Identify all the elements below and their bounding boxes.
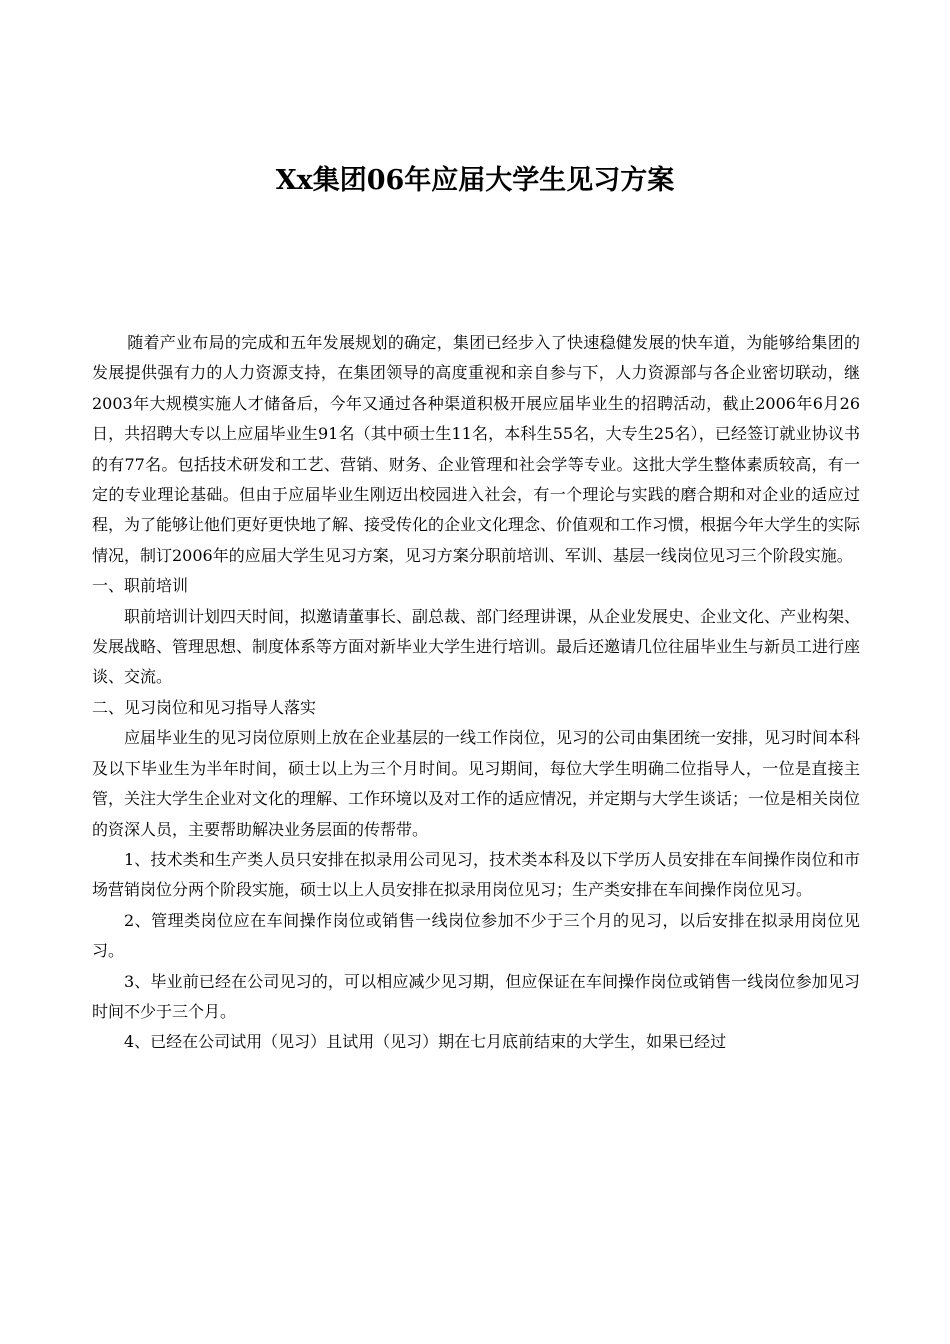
document-body [92,328,860,1058]
section-1-paragraph: 职前培训计划四天时间，拟邀请董事长、副总裁、部门经理讲课，从企业发展史、企业文化、产业构架、发展战略、管理思想、制度体系等方面对新毕业大学生进行培训。最后还邀请几位往届毕业生与新员工进行座谈、交流。 [92,606,861,687]
list-item-4: 4、已经在公司试用（见习）且试用（见习）期在七月底前结束的大学生，如果已经过 [124,1032,727,1052]
list-item-3: 3、毕业前已经在公司见习的，可以相应减少见习期，但应保证在车间操作岗位或销售一线岗位参加见习时间不少于三个月。 [92,971,860,1021]
section-2-paragraph: 应届毕业生的见习岗位原则上放在企业基层的一线工作岗位，见习的公司由集团统一安排，见习时间本科及以下毕业生为半年时间，硕士以上为三个月时间。见习期间，每位大学生明确二位指导人，一位是直接主管，关注大学生企业对文化的理解、工作环境以及对工作的适应情况，并定期与大学生谈话；一位是相关岗位的资深人员，主要帮助解决业务层面的传帮带。 [92,728,861,839]
document-title: Xx集团06年应届大学生见习方案 [275,165,675,196]
section-heading-2: 二、见习岗位和见习指导人落实 [92,697,317,717]
section-heading-1: 一、职前培训 [92,576,189,596]
intro-paragraph: 随着产业布局的完成和五年发展规划的确定，集团已经步入了快速稳健发展的快车道，为能够给集团的发展提供强有力的人力资源支持，在集团领导的高度重视和亲自参与下，人力资源部与各企业密切联动，继2003年大规模实施人才储备后，今年又通过各种渠道积极开展应届毕业生的招聘活动，截止2006年6月26日，共招聘大专以上应届毕业生91名（其中硕士生11名，本科生55名，大专生25名），已经签订就业协议书的有77名。包括技术研发和工艺、营销、财务、企业管理和社会学等专业。这批大学生整体素质较高，有一定的专业理论基础。但由于应届毕业生刚迈出校园进入社会，有一个理论与实践的磨合期和对企业的适应过程，为了能够让他们更好更快地了解、接受传化的企业文化理念、价值观和工作习惯，根据今年大学生的实际情况，制订2006年的应届大学生见习方案，见习方案分职前培训、军训、基层一线岗位见习三个阶段实施。 [92,333,861,565]
list-item-1: 1、技术类和生产类人员只安排在拟录用公司见习，技术类本科及以下学历人员安排在车间操作岗位和市场营销岗位分两个阶段实施，硕士以上人员安排在拟录用岗位见习；生产类安排在车间操作岗位见习。 [92,849,860,900]
list-item-2: 2、管理类岗位应在车间操作岗位或销售一线岗位参加不少于三个月的见习，以后安排在拟录用岗位见习。 [92,910,860,961]
